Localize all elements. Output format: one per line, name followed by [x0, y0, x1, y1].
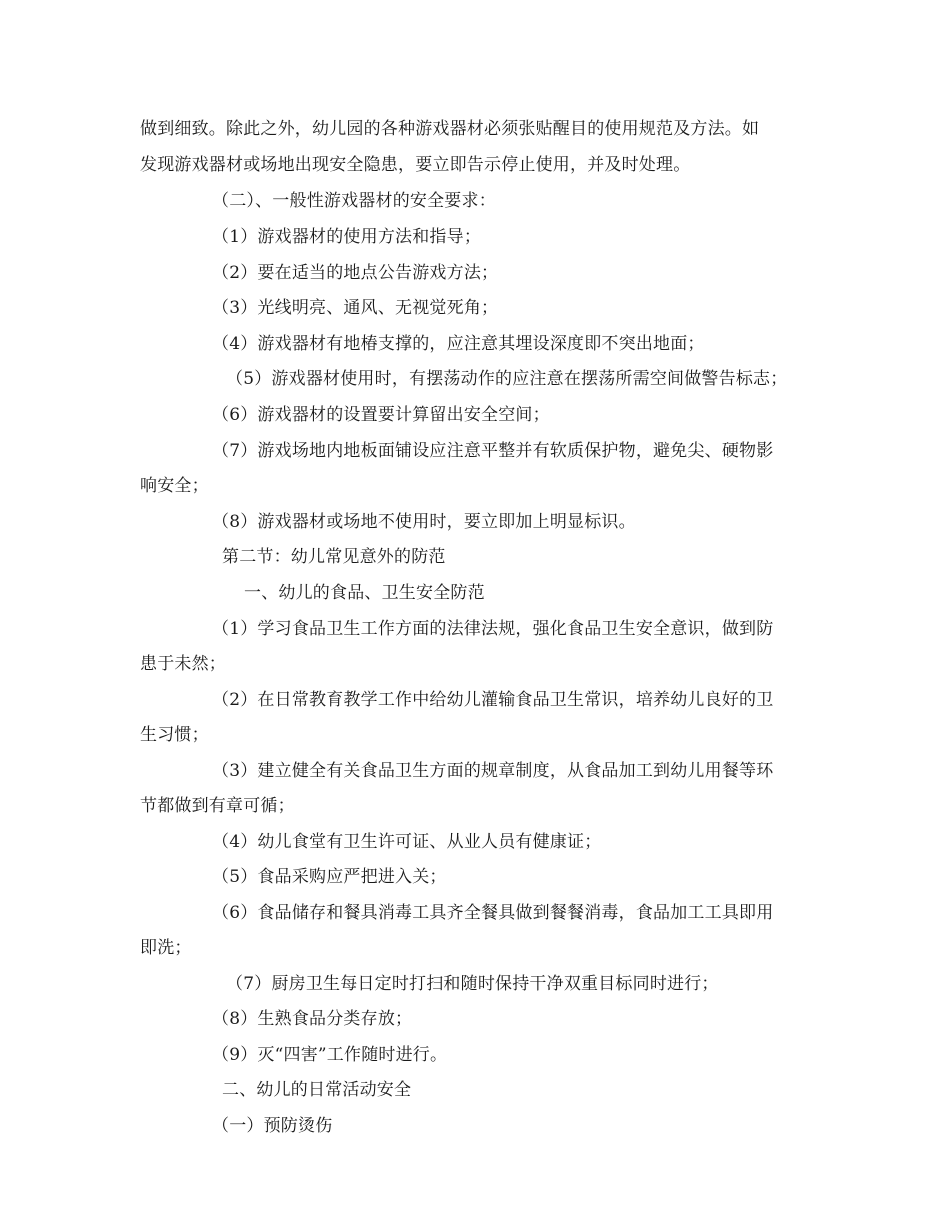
list-item: （1）游戏器材的使用方法和指导；	[212, 227, 482, 247]
paragraph-line: 发现游戏器材或场地出现安全隐患，要立即告示停止使用，并及时处理。	[140, 155, 691, 175]
paragraph-line: 做到细致。除此之外，幼儿园的各种游戏器材必须张贴醒目的使用规范及方法。如	[140, 119, 760, 139]
list-item: （5）游戏器材使用时，有摆荡动作的应注意在摆荡所需空间做警告标志；	[226, 369, 788, 389]
list-item: （8）游戏器材或场地不使用时，要立即加上明显标识。	[212, 512, 636, 532]
subsection-heading: 一、幼儿的食品、卫生安全防范	[244, 583, 485, 603]
list-item: （4）幼儿食堂有卫生许可证、从业人员有健康证；	[212, 832, 602, 852]
list-item-continuation: 响安全；	[140, 476, 209, 496]
list-item: （6）游戏器材的设置要计算留出安全空间；	[212, 405, 550, 425]
list-item-continuation: 患于未然；	[140, 654, 226, 674]
section-heading: 第二节：幼儿常见意外的防范	[222, 547, 446, 567]
list-item: （5）食品采购应严把进入关；	[212, 867, 447, 887]
list-item: （4）游戏器材有地椿支撑的，应注意其埋设深度即不突出地面；	[212, 334, 705, 354]
section-heading: （二）、一般性游戏器材的安全要求：	[212, 191, 496, 211]
list-item-continuation: 节都做到有章可循；	[140, 796, 295, 816]
list-item: （6）食品储存和餐具消毒工具齐全餐具做到餐餐消毒，食品加工工具即用	[212, 903, 774, 923]
subsection-heading: （一）预防烫伤	[212, 1116, 333, 1136]
list-item: （1）学习食品卫生工作方面的法律法规，强化食品卫生安全意识，做到防	[212, 619, 774, 639]
list-item: （2）在日常教育教学工作中给幼儿灌输食品卫生常识，培养幼儿良好的卫	[212, 690, 774, 710]
subsection-heading: 二、幼儿的日常活动安全	[222, 1080, 412, 1100]
list-item-continuation: 生习惯；	[140, 725, 209, 745]
list-item: （3）光线明亮、通风、无视觉死角；	[212, 298, 499, 318]
list-item: （8）生熟食品分类存放；	[212, 1009, 413, 1029]
list-item-continuation: 即洗；	[140, 938, 192, 958]
list-item: （7）厨房卫生每日定时打扫和随时保持干净双重目标同时进行；	[226, 974, 719, 994]
list-item: （2）要在适当的地点公告游戏方法；	[212, 263, 499, 283]
list-item: （9）灭“四害”工作随时进行。	[212, 1045, 448, 1065]
list-item: （3）建立健全有关食品卫生方面的规章制度，从食品加工到幼儿用餐等环	[212, 761, 774, 781]
list-item: （7）游戏场地内地板面铺设应注意平整并有软质保护物，避免尖、硬物影	[212, 441, 774, 461]
